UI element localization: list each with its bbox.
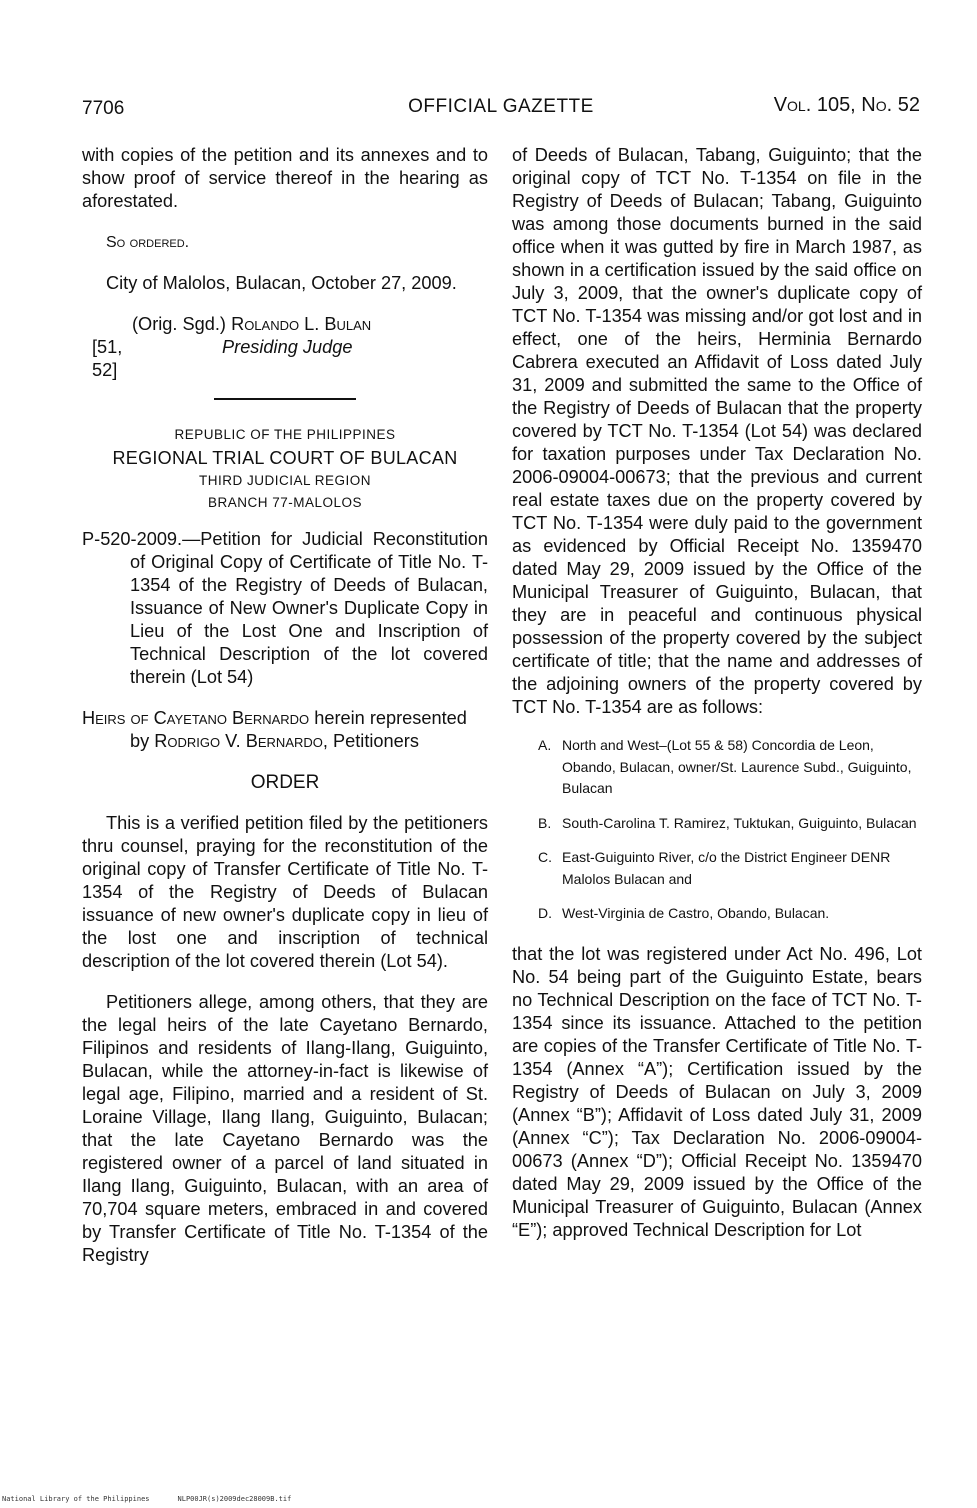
- adjoining-owners-list: [512, 735, 922, 925]
- judge-name: Rolando L. Bulan: [231, 314, 372, 334]
- so-ordered: So ordered.: [106, 234, 190, 251]
- page-header: [82, 94, 920, 122]
- right-column: [512, 144, 922, 1242]
- scan-footer: [2, 1495, 291, 1503]
- order-heading: ORDER: [250, 772, 320, 793]
- list-item: A. North and West–(Lot 55 & 58) Concordia de Leon, Obando, Bulacan, owner/St. Laurence Subd., Guiguinto, Bulacan: [538, 737, 912, 796]
- annexes-paragraph: that the lot was registered under Act No. 496, Lot No. 54 being part of the Guiguinto Estate, bears no Technical Description on the face of TCT No. T-1354 since its issuance. Attached to the petition are copies of the Transfer Certificate of Title No. T-1354 (Annex “A”); Certification issued by the Registry of Deeds of Bulacan on July 3, 2009 (Annex “B”); Affidavit of Loss dated July 31, 2009 (Annex “C”); Tax Declaration No. 2006-09004-00673 (Annex “D”); Official Receipt No. 1359470 dated May 29, 2009 issued by the Office of the Municipal Treasurer of Guiguinto, Bulacan (Annex “E”); approved Technical Description for Lot: [512, 943, 922, 1240]
- left-column: [82, 144, 488, 1267]
- publication-title: OFFICIAL GAZETTE: [408, 96, 594, 117]
- library-credit: National Library of the Philippines: [2, 1495, 150, 1503]
- court-republic: REPUBLIC OF THE PHILIPPINES: [174, 427, 396, 442]
- signature-title-line: [82, 336, 488, 382]
- city-date: City of Malolos, Bulacan, October 27, 2009.: [106, 273, 457, 293]
- allegation-continuation: of Deeds of Bulacan, Tabang, Guiguinto; that the original copy of TCT No. T-1354 on file in the Registry of Deeds of Bulacan; Tabang, Guiguinto was among those documents burned in the said office when it was gutted by fire in March 1987, as shown in a certification issued by the said office on July 3, 2009, that the owner's duplicate copy of TCT No. T-1354 was missing and/or got lost and in effect, one of the heirs, Herminia Bernardo Cabrera executed an Affidavit of Loss dated July 31, 2009 and submitted the same to the Office of the Registry of Deeds of Bulacan that the property covered by TCT No. T-1354 (Lot 54) was declared for taxation purposes under Tax Declaration No. 2006-09004-00673; that the previous and current real estate taxes due on the property covered by TCT No. T-1354 were duly paid to the government as evidenced by Official Receipt No. 1359470 dated May 29, 2009 issued by the Office of the Municipal Treasurer of Guiguinto, Bulacan, that they are in peaceful and continuous physical possession of the property covered by the subject certificate of title; that the name and addresses of the adjoining owners of the property covered by TCT No. T-1354 are as follows:: [512, 145, 922, 717]
- issue-index: [51, 52]: [92, 337, 123, 380]
- petitioners-line: Heirs of Cayetano Bernardo herein represented by Rodrigo V. Bernardo, Petitioners: [82, 708, 467, 751]
- allegation-paragraph: Petitioners allege, among others, that they are the legal heirs of the late Cayetano Bernardo, Filipinos and residents of Ilang-Ilang, Guiguinto, Bulacan, while the attorney-in-fact is likewise of legal age, Filipino, married and a resident of St. Loraine Village, Ilang Ilang, Guiguinto, Bulacan; that the late Cayetano Bernardo was the registered owner of a parcel of land situated in Ilang Ilang, Guiguinto, Bulacan, with an area of 70,704 square meters, embraced in and covered by Transfer Certificate of Title No. T-1354 of the Registry: [82, 992, 488, 1265]
- list-item: B. South-Carolina T. Ramirez, Tuktukan, Guiguinto, Bulacan: [538, 814, 917, 831]
- list-item: D. West-Virginia de Castro, Obando, Bulacan.: [538, 905, 830, 921]
- order-paragraph: This is a verified petition filed by the petitioners thru counsel, praying for the reconstitution of the original copy of Transfer Certificate of Title No. T-1354 of the Registry of Deeds of Bulacan issuance of new owner's duplicate copy in lieu of the lost one and inscription of technical description of the lot covered therein (Lot 54).: [82, 813, 488, 971]
- court-region: THIRD JUDICIAL REGION: [198, 473, 371, 488]
- judge-title: Presiding Judge: [222, 337, 353, 357]
- case-caption: P-520-2009.—Petition for Judicial Reconstitution of Original Copy of Certificate of Title No. T-1354 of the Registry of Deeds of Bulacan, Issuance of New Owner's Duplicate Copy in Lieu of the Lost One and Inscription of Technical Description of the lot covered therein (Lot 54): [82, 529, 488, 687]
- volume-number: Vol. 105, No. 52: [773, 94, 920, 116]
- section-divider: [214, 398, 356, 400]
- list-item: C. East-Guiguinto River, c/o the District Engineer DENR Malolos Bulacan and: [538, 849, 891, 887]
- signature-orig: (Orig. Sgd.): [132, 314, 226, 334]
- scan-filename: NLP00JR(s)2009dec28009B.tif: [177, 1495, 292, 1503]
- signature-line: [82, 313, 488, 336]
- paragraph-continuation: with copies of the petition and its annexes and to show proof of service thereof in the hearing as aforestated.: [82, 145, 488, 211]
- page-number: 7706: [82, 98, 125, 119]
- court-branch: BRANCH 77-MALOLOS: [207, 495, 363, 510]
- court-name: REGIONAL TRIAL COURT OF BULACAN: [112, 448, 458, 468]
